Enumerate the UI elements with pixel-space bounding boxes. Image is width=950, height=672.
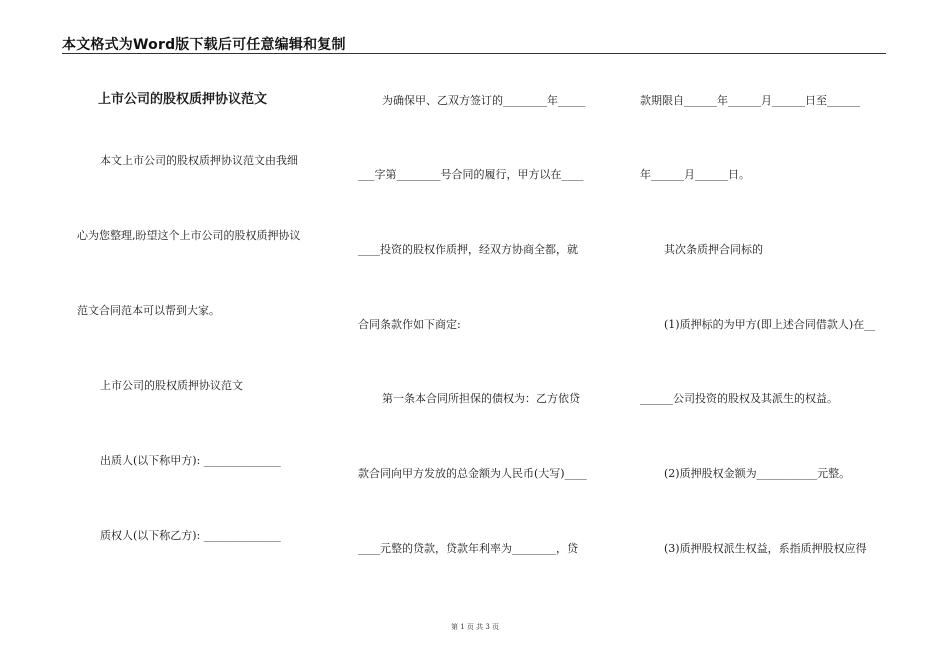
paragraph-line: 合同条款作如下商定: [358,318,461,331]
paragraph-line: ______公司投资的股权及其派生的权益。 [640,392,838,405]
section-heading: 上市公司的股权质押协议范文 [100,379,243,392]
paragraph-line: (3)质押股权派生权益，系指质押股权应得 [664,542,867,555]
article-heading: 第一条本合同所担保的债权为：乙方依贷 [382,392,580,405]
paragraph-line: 款合同向甲方发放的总金额为人民币(大写)____ [358,467,587,480]
paragraph-line: ___字第________号合同的履行，甲方以在____ [358,168,584,181]
paragraph-line: (2)质押股权金额为___________元整。 [664,467,851,480]
paragraph-line: 款期限自______年______月______日至______ [640,94,860,107]
header-title: 本文格式为Word版下载后可任意编辑和复制 [62,37,346,53]
paragraph-line: 本文上市公司的股权质押协议范文由我细 [100,154,298,167]
page-footer: 第 1 页 共 3 页 [450,623,500,631]
paragraph-line: 范文合同范本可以帮到大家。 [77,304,220,317]
pledgor-field: 出质人(以下称甲方): ______________ [100,454,281,467]
paragraph-line: (1)质押标的为甲方(即上述合同借款人)在__ [664,318,876,331]
paragraph-line: ____元整的贷款，贷款年利率为________，贷 [358,542,578,555]
paragraph-line: 年______月______日。 [640,168,750,181]
document-title: 上市公司的股权质押协议范文 [98,92,268,107]
paragraph-line: 心为您整理,盼望这个上市公司的股权质押协议 [77,229,301,242]
pledgee-field: 质权人(以下称乙方): ______________ [100,529,281,542]
document-header [62,34,886,54]
paragraph-line: ____投资的股权作质押，经双方协商全都，就 [358,243,578,256]
article-heading: 其次条质押合同标的 [664,243,763,256]
paragraph-line: 为确保甲、乙双方签订的________年_____ [382,94,586,107]
